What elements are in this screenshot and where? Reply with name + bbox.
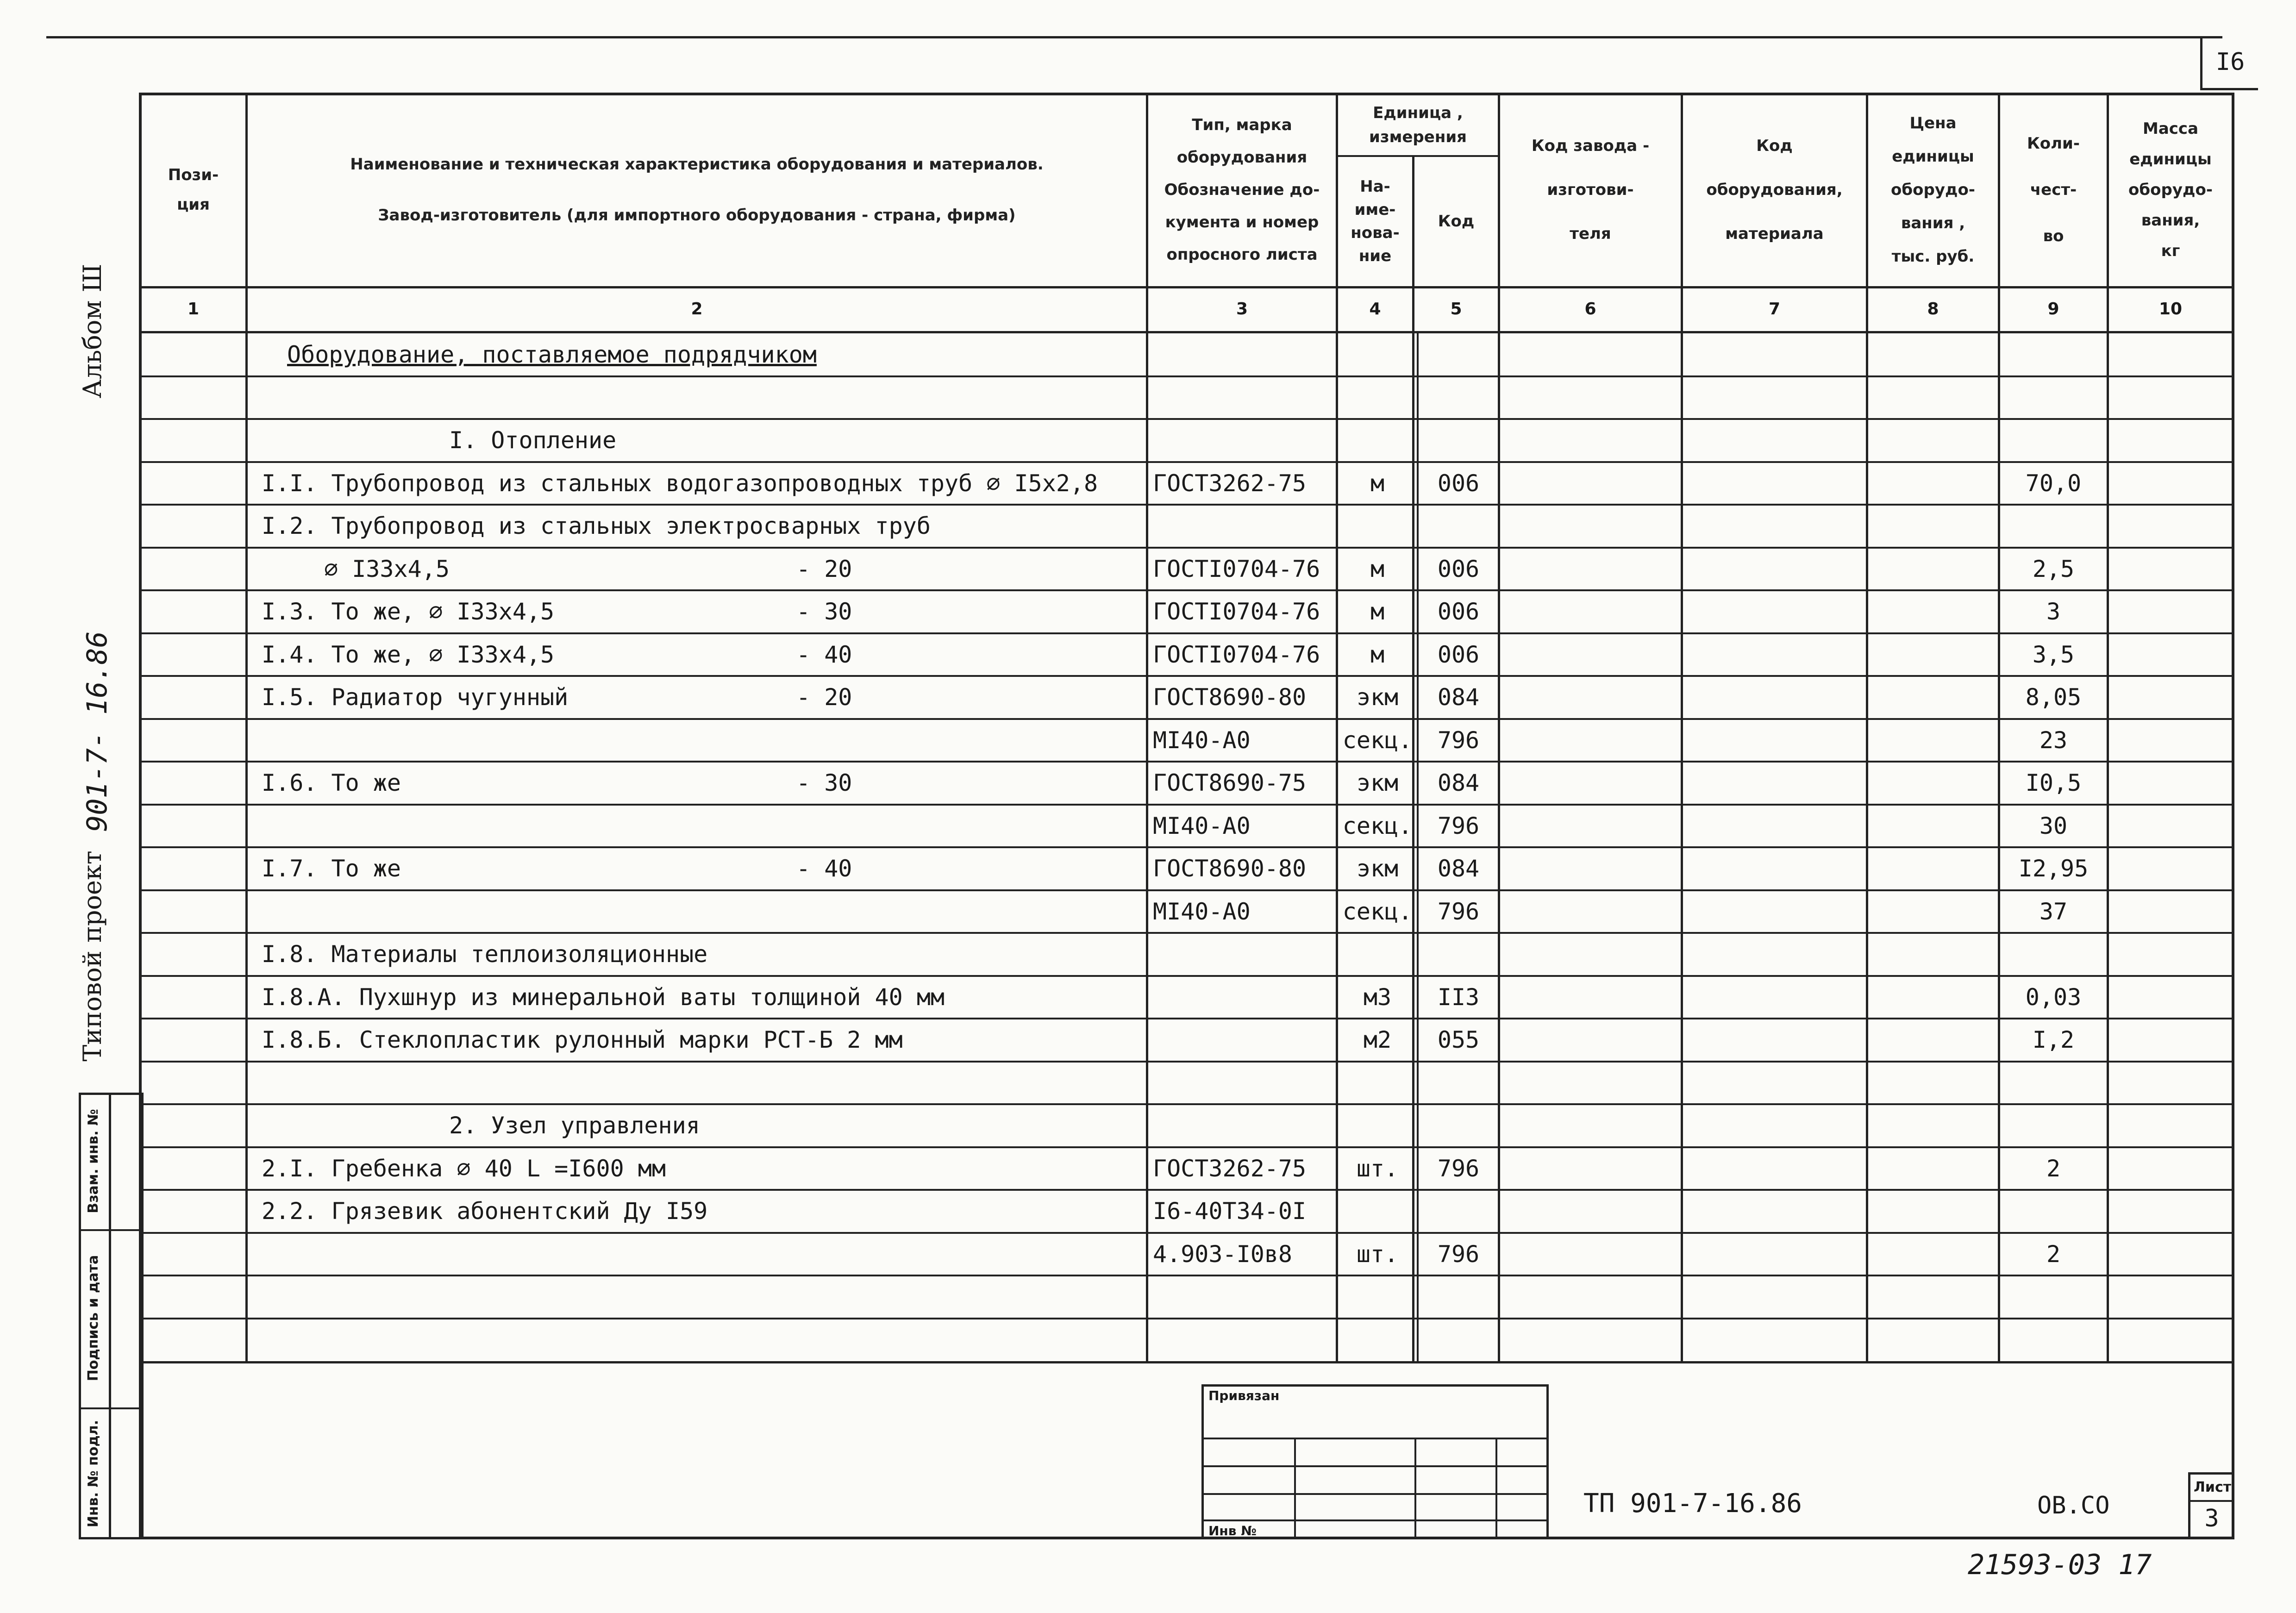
page-number: I6 (2200, 36, 2258, 90)
row-unit: экм (1356, 855, 1399, 882)
header-mass: Масса единицы оборудо- вания, кг (2128, 119, 2213, 260)
row-name: I.I. Трубопровод из стальных водогазопроводных труб ∅ I5x2,8 (262, 469, 1098, 497)
row-unit: секц. (1342, 726, 1413, 754)
header-unit-code: Код (1438, 212, 1475, 231)
row-name: ∅ I33x4,5 (324, 555, 450, 582)
row-quantity: 3 (2046, 598, 2061, 625)
row-name-suffix: - 20 (796, 684, 852, 711)
row-divider (139, 804, 2234, 806)
row-divider (139, 1061, 2234, 1063)
row-name: I. Отопление (449, 427, 617, 454)
row-type-mark: ГОСТ8690-80 (1153, 855, 1307, 882)
row-name: 2. Узел управления (449, 1112, 700, 1139)
row-divider (139, 589, 2234, 591)
row-divider (139, 375, 2234, 377)
inv-label: Инв № (1208, 1523, 1257, 1538)
project-code: 901-7- 16.86 (81, 631, 113, 832)
col-number-5: 5 (1450, 300, 1462, 319)
row-unit-code: 006 (1437, 469, 1480, 497)
row-divider (139, 547, 2234, 549)
row-quantity: 2,5 (2032, 555, 2075, 582)
row-divider (139, 1018, 2234, 1019)
row-type-mark: ГОСТ8690-75 (1153, 769, 1307, 796)
row-unit: м (1370, 641, 1385, 668)
row-unit: м (1370, 469, 1385, 497)
row-type-mark: ГОСТI0704-76 (1153, 598, 1320, 625)
row-name-suffix: - 20 (796, 555, 852, 582)
row-name-suffix: - 30 (796, 598, 852, 625)
row-type-mark: ГОСТ3262-75 (1153, 1155, 1307, 1182)
row-unit: м2 (1363, 1026, 1392, 1053)
row-name: I.8.A. Пухшнур из минеральной ваты толщиной 40 мм (262, 983, 945, 1011)
row-quantity: 3,5 (2032, 641, 2075, 668)
row-unit-code: 084 (1437, 684, 1480, 711)
stamp-orig-inv: Инв. № подл. (85, 1419, 101, 1528)
archive-number: 21593-03 17 (1968, 1549, 2152, 1581)
row-unit-code: 006 (1437, 555, 1480, 582)
row-divider (139, 418, 2234, 420)
bound-label: Привязан (1208, 1388, 1280, 1403)
row-name: I.8. Материалы теплоизоляционные (262, 941, 708, 968)
row-name-suffix: - 40 (796, 855, 852, 882)
row-quantity: 23 (2039, 726, 2068, 754)
col-number-8: 8 (1927, 300, 1939, 319)
row-unit-code: 084 (1437, 855, 1480, 882)
row-divider (139, 1146, 2234, 1148)
row-divider (139, 761, 2234, 763)
row-quantity: 37 (2039, 898, 2068, 925)
row-type-mark: MI40-A0 (1153, 812, 1251, 839)
col-number-2: 2 (691, 300, 703, 319)
row-unit: секц. (1342, 898, 1413, 925)
row-name: I.7. То же (262, 855, 401, 882)
row-quantity: 2 (2046, 1240, 2061, 1268)
row-divider (139, 1189, 2234, 1191)
row-divider (139, 889, 2234, 891)
row-name: I.4. То же, ∅ I33x4,5 (262, 641, 555, 668)
row-type-mark: MI40-A0 (1153, 726, 1251, 754)
row-unit-code: 055 (1437, 1026, 1480, 1053)
row-type-mark: ГОСТI0704-76 (1153, 555, 1320, 582)
row-quantity: I2,95 (2018, 855, 2089, 882)
row-name: I.6. То же (262, 769, 401, 796)
row-unit-code: 796 (1437, 898, 1480, 925)
row-name: I.2. Трубопровод из стальных электросварных труб (262, 513, 931, 539)
row-unit-code: 084 (1437, 769, 1480, 796)
row-type-mark: ГОСТI0704-76 (1153, 641, 1320, 668)
row-unit: экм (1356, 769, 1399, 796)
header-factory-code: Код завода - изготови- теля (1531, 136, 1650, 243)
row-unit: шт. (1356, 1240, 1399, 1268)
header-unit-group: Единица , измерения (1369, 104, 1467, 146)
row-quantity: 70,0 (2025, 469, 2082, 497)
header-price: Цена единицы оборудо- вания , тыс. руб. (1891, 114, 1975, 266)
sheet-number: 3 (2204, 1505, 2219, 1532)
row-type-mark: I6-40Т34-0I (1153, 1198, 1307, 1225)
stamp-signature-date: Подпись и дата (85, 1255, 101, 1382)
row-divider (139, 632, 2234, 634)
row-divider (139, 1232, 2234, 1234)
col-number-4: 4 (1369, 300, 1381, 319)
row-type-mark: 4.903-I0в8 (1153, 1240, 1293, 1268)
row-unit: м (1370, 598, 1385, 625)
row-name: I.8.Б. Стеклопластик рулонный марки РСТ-Б 2 мм (262, 1026, 903, 1053)
header-type-mark: Тип, марка оборудования Обозначение до- кумента и номер опросного листа (1164, 116, 1320, 264)
row-name-suffix: - 40 (796, 641, 852, 668)
col-number-6: 6 (1584, 300, 1596, 319)
row-divider (139, 1103, 2234, 1105)
row-divider (139, 1275, 2234, 1276)
row-name: 2.2. Грязевик абонентский Ду I59 (262, 1198, 708, 1225)
sheet-label: Лист (2194, 1479, 2232, 1495)
row-name-suffix: - 30 (796, 769, 852, 796)
row-quantity: 8,05 (2025, 684, 2082, 711)
row-unit: м (1370, 555, 1385, 582)
row-unit-code: 796 (1437, 726, 1480, 754)
header-position: Пози- ция (168, 166, 219, 214)
project-label: Типовой проект (78, 850, 107, 1062)
header-unit-name: На- име- нова- ние (1351, 177, 1400, 265)
row-unit: шт. (1356, 1155, 1399, 1182)
stamp-replace-inv: Взам. инв. № (85, 1109, 101, 1213)
section-code: ОВ.СО (2037, 1492, 2110, 1519)
row-name: I.3. То же, ∅ I33x4,5 (262, 598, 555, 625)
row-unit-code: 006 (1437, 598, 1480, 625)
row-quantity: 2 (2046, 1155, 2061, 1182)
row-type-mark: ГОСТ3262-75 (1153, 469, 1307, 497)
header-equipment-code: Код оборудования, материала (1706, 136, 1843, 243)
col-number-7: 7 (1768, 300, 1781, 319)
row-unit: м3 (1363, 983, 1392, 1011)
row-divider (139, 718, 2234, 720)
row-quantity: 30 (2039, 812, 2068, 839)
row-unit-code: 796 (1437, 812, 1480, 839)
row-unit-code: 796 (1437, 1155, 1480, 1182)
col-number-9: 9 (2047, 300, 2059, 319)
col-number-3: 3 (1236, 300, 1248, 319)
top-rule (46, 36, 2222, 38)
row-name: Оборудование, поставляемое подрядчиком (287, 341, 817, 368)
row-name: I.5. Радиатор чугунный (262, 684, 569, 711)
row-unit: экм (1356, 684, 1399, 711)
album-label: Альбом Ш (78, 263, 107, 399)
row-quantity: I,2 (2032, 1026, 2075, 1053)
row-divider (139, 504, 2234, 506)
row-unit: секц. (1342, 812, 1413, 839)
row-divider (139, 846, 2234, 848)
row-type-mark: ГОСТ8690-80 (1153, 684, 1307, 711)
row-unit-code: 796 (1437, 1240, 1480, 1268)
row-unit-code: 006 (1437, 641, 1480, 668)
row-quantity: I0,5 (2025, 769, 2082, 796)
document-code: ТП 901-7-16.86 (1583, 1488, 1802, 1519)
row-divider (139, 932, 2234, 934)
col-number-1: 1 (187, 300, 200, 319)
row-unit-code: II3 (1437, 983, 1480, 1011)
header-name: Наименование и техническая характеристика оборудования и материалов. Завод-изготовитель (для импортного оборудования - страна, фирма) (350, 155, 1044, 225)
row-divider (139, 975, 2234, 977)
row-divider (139, 461, 2234, 463)
row-divider (139, 675, 2234, 677)
row-divider (139, 1318, 2234, 1319)
col-number-10: 10 (2158, 300, 2183, 319)
row-name: 2.I. Гребенка ∅ 40 L =I600 мм (262, 1155, 666, 1182)
row-quantity: 0,03 (2025, 983, 2082, 1011)
header-quantity: Коли- чест- во (2027, 134, 2080, 245)
row-type-mark: MI40-A0 (1153, 898, 1251, 925)
